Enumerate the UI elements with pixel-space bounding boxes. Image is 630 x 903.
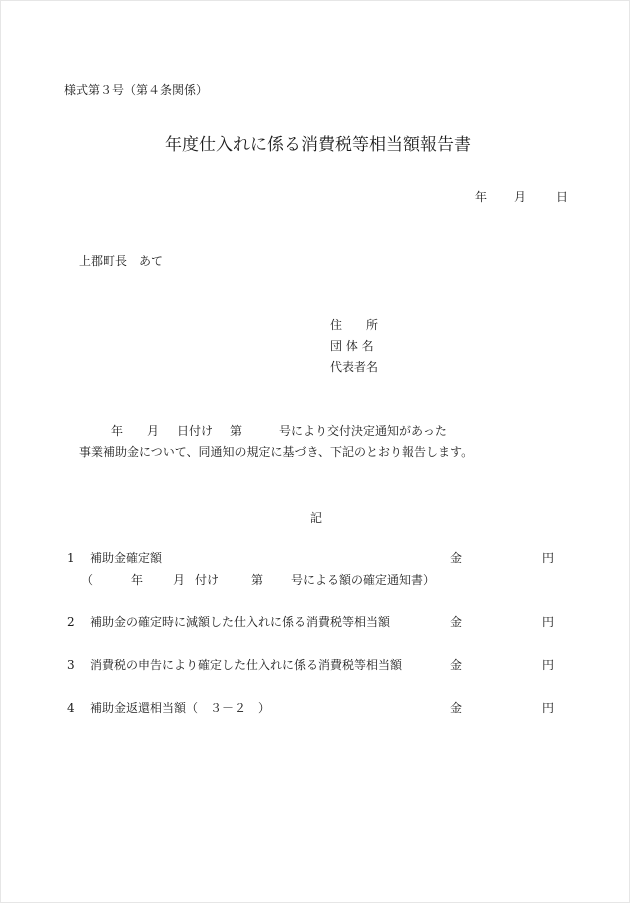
date-day: 日 bbox=[556, 190, 569, 204]
subline-text: 号による額の確定通知書） bbox=[291, 573, 436, 587]
representative-label: 代表者名 bbox=[330, 360, 379, 374]
body-month: 月 bbox=[147, 424, 160, 438]
body-line1-text: 号により交付決定通知があった bbox=[279, 424, 447, 438]
addressee: 上郡町長 あて bbox=[79, 254, 164, 268]
item-label: 補助金の確定時に減額した仕入れに係る消費税等相当額 bbox=[90, 615, 391, 629]
subline-year: 年 bbox=[131, 573, 144, 587]
subline-day: 付け bbox=[195, 573, 220, 587]
document-title: 年度仕入れに係る消費税等相当額報告書 bbox=[165, 135, 471, 155]
subline-month: 月 bbox=[173, 573, 186, 587]
date-year: 年 bbox=[475, 190, 488, 204]
item-label: 補助金確定額 bbox=[90, 551, 163, 565]
item-kin: 金 bbox=[450, 658, 463, 672]
body-year: 年 bbox=[111, 424, 124, 438]
body-line2: 事業補助金について、同通知の規定に基づき、下記のとおり報告します。 bbox=[79, 445, 474, 459]
form-number: 様式第３号（第４条関係） bbox=[64, 83, 209, 97]
item-label: 補助金返還相当額（ ３－２ ） bbox=[90, 701, 271, 715]
item-number: 2 bbox=[67, 615, 75, 629]
item-en: 円 bbox=[542, 551, 555, 565]
item-en: 円 bbox=[542, 615, 555, 629]
item-kin: 金 bbox=[450, 701, 463, 715]
address-label: 住 所 bbox=[330, 318, 379, 332]
item-label: 消費税の申告により確定した仕入れに係る消費税等相当額 bbox=[90, 658, 403, 672]
date-month: 月 bbox=[514, 190, 527, 204]
item-en: 円 bbox=[542, 701, 555, 715]
item-number: 1 bbox=[67, 551, 75, 565]
ki-heading: 記 bbox=[310, 511, 323, 525]
subline-open-paren: （ bbox=[81, 573, 94, 587]
item-number: 3 bbox=[67, 658, 75, 672]
body-day: 日付け bbox=[177, 424, 214, 438]
organization-label: 団 体 名 bbox=[330, 339, 374, 353]
subline-number: 第 bbox=[251, 573, 264, 587]
item-number: 4 bbox=[67, 701, 75, 715]
item-kin: 金 bbox=[450, 615, 463, 629]
body-number: 第 bbox=[230, 424, 243, 438]
item-kin: 金 bbox=[450, 551, 463, 565]
item-en: 円 bbox=[542, 658, 555, 672]
